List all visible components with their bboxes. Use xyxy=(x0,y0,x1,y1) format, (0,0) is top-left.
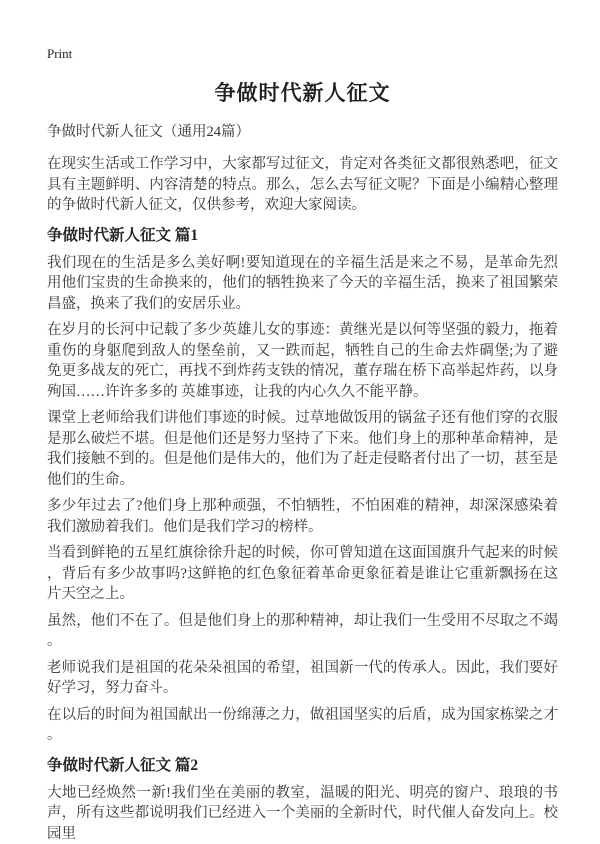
body-paragraph: 大地已经焕然一新!我们坐在美丽的教室，温暖的阳光、明亮的窗户、琅琅的书声，所有这些都说明我们已经进入一个美丽的全新时代，时代催人奋发向上。校园里 xyxy=(47,783,558,844)
doc-subtitle: 争做时代新人征文（通用24篇） xyxy=(47,122,558,142)
section-heading: 争做时代新人征文 篇2 xyxy=(47,755,558,776)
page-title: 争做时代新人征文 xyxy=(47,80,558,106)
body-paragraph: 多少年过去了?他们身上那种顽强，不怕牺牲，不怕困难的精神，却深深感染着我们激励着我们。他们是我们学习的榜样。 xyxy=(47,496,558,537)
body-paragraph: 在岁月的长河中记载了多少英雄儿女的事迹：黄继光是以何等坚强的毅力，拖着重伤的身躯爬到敌人的堡垒前，又一跌而起，牺牲自己的生命去炸碉堡;为了避免更多战友的死亡，再找不到炸药支铁的情况，董存瑞在桥下高举起炸药，以身殉国……许许多多的 英雄事迹，让我的内心久久不能平静。 xyxy=(47,320,558,402)
sections-container xyxy=(47,225,558,844)
body-paragraph: 在以后的时间为祖国献出一份绵薄之力，做祖国坚实的后盾，成为国家栋梁之才。 xyxy=(47,705,558,746)
intro-paragraph: 在现实生活或工作学习中，大家都写过征文，肯定对各类征文都很熟悉吧，征文具有主题鲜明、内容清楚的特点。那么，怎么去写征文呢？下面是小编精心整理的争做时代新人征文，仅供参考，欢迎大家阅读。 xyxy=(47,154,558,216)
body-paragraph: 课堂上老师给我们讲他们事迹的时候。过草地做饭用的锅盆子还有他们穿的衣服是那么破烂不堪。但是他们还是努力坚持了下来。他们身上的那种革命精神，是我们接触不到的。但是他们是伟大的，他们为了赶走侵略者付出了一切，甚至是他们的生命。 xyxy=(47,408,558,490)
body-paragraph: 我们现在的生活是多么美好啊!要知道现在的辛福生活是来之不易，是革命先烈用他们宝贵的生命换来的，他们的牺牲换来了今天的辛福生活，换来了祖国繁荣昌盛，换来了我们的安居乐业。 xyxy=(47,253,558,315)
body-paragraph: 老师说我们是祖国的花朵朵祖国的希望，祖国新一代的传承人。因此，我们要好好学习，努力奋斗。 xyxy=(47,658,558,699)
print-button[interactable]: Print xyxy=(47,46,72,62)
section-heading: 争做时代新人征文 篇1 xyxy=(47,225,558,246)
body-paragraph: 虽然，他们不在了。但是他们身上的那种精神，却让我们一生受用不尽取之不竭。 xyxy=(47,611,558,652)
body-paragraph: 当看到鲜艳的五星红旗徐徐升起的时候，你可曾知道在这面国旗升气起来的时候，背后有多少故事吗?这鲜艳的红色象征着革命更象征着是谁让它重新飘扬在这片天空之上。 xyxy=(47,543,558,605)
